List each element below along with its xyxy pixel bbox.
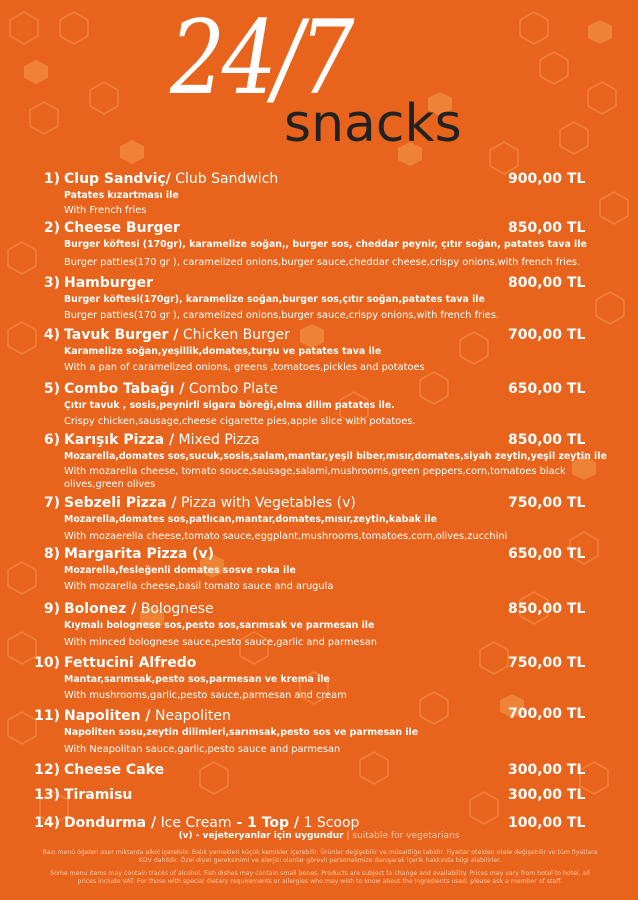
item-name <box>64 432 260 449</box>
item-name-tr: Napoliten / <box>64 708 151 724</box>
item-desc-en: With mozarella cheese, tomato souce,sausage,salami,mushrooms,green peppers,corn,tomatoes black olives,green olives <box>64 466 566 490</box>
hexagon-decoration <box>200 762 228 794</box>
hexagon-decoration <box>8 242 36 274</box>
item-desc-en: With mozarella cheese,basil tomato sauce and arugula <box>64 581 334 592</box>
item-name-tr: Cheese Cake <box>64 762 165 778</box>
item-name <box>64 171 278 188</box>
item-desc-en: With mushrooms,garlic,pesto sauce,parmesan and cream <box>64 690 347 701</box>
item-name-tr: Sebzeli Pizza / <box>64 495 177 511</box>
item-name-tr: Tavuk Burger / <box>64 327 179 343</box>
item-name <box>64 381 278 398</box>
hexagon-decoration <box>120 140 144 164</box>
item-number: 7) <box>43 495 60 511</box>
item-desc-en: Burger patties(170 gr ), caramelized onions,burger sauce,cheddar cheese,crispy onions,with french fries. <box>64 257 581 268</box>
item-number: 11) <box>34 708 60 724</box>
item-desc-tr: Patates kızartması ile <box>64 190 179 201</box>
item-number: 5) <box>43 381 60 397</box>
hexagon-decoration <box>588 82 616 114</box>
hexagon-decoration <box>540 52 568 84</box>
hexagon-decoration <box>588 20 612 44</box>
item-name-tr: Bolonez / <box>64 601 137 617</box>
item-price: 850,00 TL <box>508 601 586 617</box>
item-number: 6) <box>43 432 60 448</box>
item-name-en: Mixed Pizza <box>174 432 260 448</box>
item-name-tr: Fettucini Alfredo <box>64 655 197 671</box>
item-price: 100,00 TL <box>508 815 586 831</box>
item-name-tr: Tiramisu <box>64 787 133 803</box>
hexagon-decoration <box>560 122 588 154</box>
item-price: 300,00 TL <box>508 787 586 803</box>
item-name-en: Chicken Burger <box>178 327 290 343</box>
item-price: 650,00 TL <box>508 381 586 397</box>
item-desc-en: With Neapolitan sauce,garlic,pesto sauce and parmesan <box>64 744 341 755</box>
item-name <box>64 601 214 618</box>
item-number: 13) <box>34 787 60 803</box>
item-desc-tr: Çıtır tavuk , sosis,peynirli sigara böreği,elma dilim patates ile. <box>64 400 395 411</box>
item-desc-tr: Burger köftesi (170gr), karamelize soğan,, burger sos, cheddar peynir, çıtır soğan, patates tava ile <box>64 239 587 250</box>
item-desc-tr: Kıymalı bolognese sos,pesto sos,sarımsak ve parmesan ile <box>64 620 375 631</box>
item-name <box>64 815 359 832</box>
item-desc-en: With French fries <box>64 205 147 216</box>
item-name-en: Pizza with Vegetables (v) <box>176 495 356 511</box>
item-name-tr: Clup Sandviç/ <box>64 171 171 187</box>
disclaimer-en: Some menu items may contain traces of alcohol. Fish dishes may contain small bones. Products are subject to change and availability. Prices may vary from hotel to hotel, all prices include VAT. For those with special dietary requirements or allergies who may wish to know about the ingredients used, please ask a member of staff. <box>50 870 590 885</box>
title-snacks: snacks <box>284 94 462 154</box>
item-price: 700,00 TL <box>508 706 586 722</box>
item-number: 3) <box>43 275 60 291</box>
vegetarian-legend-en: | suitable for vegetarians <box>343 831 460 841</box>
item-desc-en: Burger patties(170 gr ), caramelized onions,burger sauce,crispy onions,with french fries. <box>64 310 500 321</box>
item-price: 850,00 TL <box>508 432 586 448</box>
hexagon-decoration <box>24 60 48 84</box>
item-price: 700,00 TL <box>508 327 586 343</box>
item-price: 750,00 TL <box>508 495 586 511</box>
disclaimer-tr: Bazı menü öğeleri eser miktarda alkol içerebilir. Balık yemekleri küçük kemikler içerebilir. Ürünler değişebilir ve müsaitliğe tabidir. Fiyatlar otelden otele değişebilir ve tüm fiyatlara KDV dahildir. Özel diyet gereksinimi ve alerjisi olanlar görevli personelimize danışarak içerik hakkında bilgi alabilirler. <box>42 849 598 864</box>
item-desc-tr: Mozarella,domates sos,sucuk,sosis,salam,mantar,yeşil biber,mısır,domates,siyah zeytin,yeşil zeytin ile <box>64 451 607 462</box>
item-desc-en: With a pan of caramelized onions, greens ,tomatoes,pickles and potatoes <box>64 362 425 373</box>
item-portion-en: 1 Scoop <box>299 815 360 831</box>
vegetarian-legend <box>0 831 638 841</box>
hexagon-decoration <box>8 562 36 594</box>
item-name-en: Combo Plate <box>184 381 278 397</box>
item-name-tr: Margarita Pizza (v) <box>64 546 215 562</box>
item-desc-tr: Burger köftesi(170gr), karamelize soğan,burger sos,çıtır soğan,patates tava ile <box>64 294 485 305</box>
item-desc-tr: Karamelize soğan,yeşillik,domates,turşu ve patates tava ile <box>64 346 382 357</box>
item-price: 750,00 TL <box>508 655 586 671</box>
item-desc-en: With mozaerella cheese,tomato sauce,eggplant,mushrooms,tomatoes,corn,olives,zucchini <box>64 531 508 542</box>
item-desc-tr: Napoliten sosu,zeytin dilimleri,sarımsak,pesto sos ve parmesan ile <box>64 727 419 738</box>
item-name <box>64 220 180 237</box>
item-number: 2) <box>43 220 60 236</box>
item-name-en: Ice Cream <box>156 815 232 831</box>
item-number: 9) <box>43 601 60 617</box>
item-number: 12) <box>34 762 60 778</box>
item-number: 4) <box>43 327 60 343</box>
item-desc-en: With minced bolognese sauce,pesto sauce,garlic and parmesan <box>64 637 377 648</box>
hexagon-decoration <box>360 752 388 784</box>
item-name-tr: Cheese Burger <box>64 220 180 236</box>
item-price: 900,00 TL <box>508 171 586 187</box>
hexagon-decoration <box>300 324 324 348</box>
item-name <box>64 546 214 563</box>
item-desc-tr: Mantar,sarımsak,pesto sos,parmesan ve krema ile <box>64 674 330 685</box>
item-desc-tr: Mozarella,fesleğenli domates sosve roka ile <box>64 565 296 576</box>
hexagon-decoration <box>60 12 88 44</box>
hexagon-decoration <box>460 332 488 364</box>
item-price: 300,00 TL <box>508 762 586 778</box>
item-name-en: Club Sandwich <box>170 171 279 187</box>
item-name-en: Bolognese <box>136 601 214 617</box>
item-name-tr: Dondurma / <box>64 815 157 831</box>
hexagon-decoration <box>520 12 548 44</box>
item-desc-tr: Mozarella,domates sos,patlıcan,mantar,domates,mısır,zeytin,kabak ile <box>64 514 437 525</box>
item-name <box>64 708 231 725</box>
item-name <box>64 327 290 344</box>
hexagon-decoration <box>30 102 58 134</box>
hexagon-decoration <box>470 792 498 824</box>
item-number: 14) <box>34 815 60 831</box>
item-portion-tr: - 1 Top / <box>231 815 300 831</box>
item-number: 1) <box>43 171 60 187</box>
item-name-tr: Combo Tabağı / <box>64 381 185 397</box>
item-name <box>64 787 132 804</box>
item-name-tr: Karışık Pizza / <box>64 432 175 448</box>
item-number: 8) <box>43 546 60 562</box>
item-number: 10) <box>34 655 60 671</box>
item-price: 850,00 TL <box>508 220 586 236</box>
item-name <box>64 275 153 292</box>
item-name-tr: Hamburger <box>64 275 154 291</box>
hexagon-decoration <box>90 82 118 114</box>
item-desc-en: Crispy chicken,sausage,cheese cigarette pies,apple slice with potatoes. <box>64 416 416 427</box>
hexagon-decoration <box>10 12 38 44</box>
hexagon-decoration <box>420 372 448 404</box>
item-name-en: Neapoliten <box>150 708 231 724</box>
vegetarian-legend-tr: (v) - vejeteryanlar için uygundur <box>178 831 344 841</box>
item-name <box>64 495 356 512</box>
item-name <box>64 762 164 779</box>
item-price: 650,00 TL <box>508 546 586 562</box>
hexagon-decoration <box>490 142 518 174</box>
item-name <box>64 655 196 672</box>
title-247: 24/7 <box>170 0 352 118</box>
item-price: 800,00 TL <box>508 275 586 291</box>
